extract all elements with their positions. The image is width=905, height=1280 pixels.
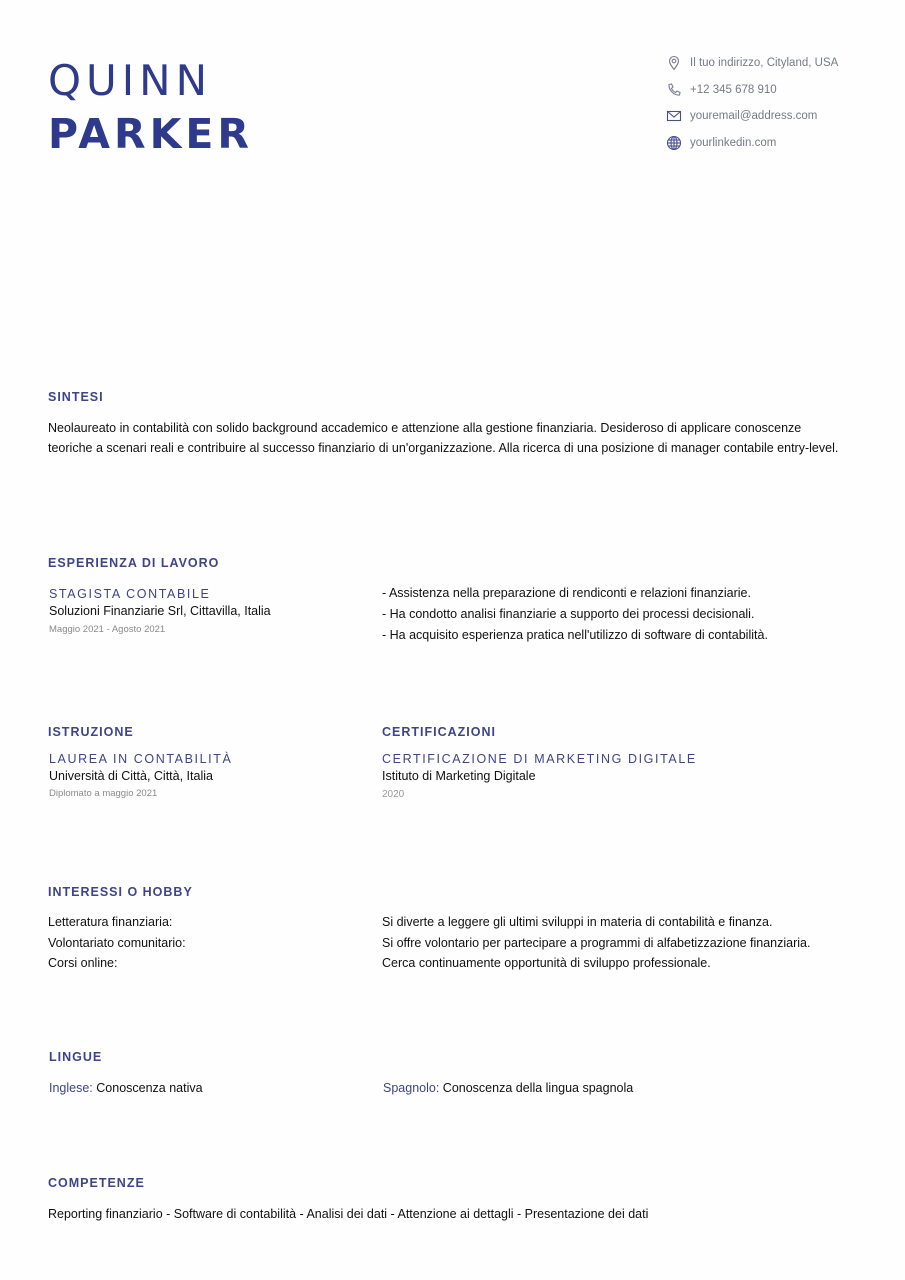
contact-linkedin[interactable]: [666, 130, 838, 157]
contact-address-text: Il tuo indirizzo, Cityland, USA: [690, 57, 839, 70]
globe-icon: [666, 135, 682, 151]
interest-description: Si offre volontario per partecipare a programmi di alfabetizzazione finanziaria.: [382, 935, 811, 950]
contact-list: [666, 50, 838, 156]
language-level: Conoscenza della lingua spagnola: [442, 1081, 634, 1095]
job-entry: [49, 587, 369, 635]
interest-description: Si diverte a leggere gli ultimi sviluppi in materia di contabilità e finanza.: [382, 915, 773, 929]
education-date: Diplomato a maggio 2021: [49, 788, 158, 799]
interest-label: Letteratura finanziaria:: [48, 915, 173, 929]
education-degree: LAUREA IN CONTABILITÀ: [49, 752, 233, 766]
contact-address: [666, 50, 838, 77]
job-bullet: - Ha acquisito esperienza pratica nell'utilizzo di software di contabilità.: [382, 628, 768, 642]
job-bullet: - Assistenza nella preparazione di rendiconti e relazioni finanziarie.: [382, 586, 751, 600]
contact-phone-text: +12 345 678 910: [690, 83, 777, 96]
last-name: PARKER: [48, 110, 253, 158]
summary-heading: SINTESI: [48, 390, 104, 404]
summary-text: Neolaureato in contabilità con solido background accademico e attenzione alla gestione finanziaria. Desideroso di applicare conoscenze teoriche a scenari reali e contribuire al successo finanziario di un'organizzazione. Alla ricerca di una posizione di manager contabile entry-level.: [48, 421, 839, 455]
certification-issuer: Istituto di Marketing Digitale: [382, 769, 536, 783]
first-name: QUINN: [48, 56, 213, 105]
contact-email-text[interactable]: youremail@address.com: [690, 110, 818, 123]
interest-label: Corsi online:: [48, 956, 118, 970]
interests-heading: INTERESSI O HOBBY: [48, 885, 193, 899]
experience-heading: ESPERIENZA DI LAVORO: [48, 556, 220, 570]
language-item: [49, 1078, 203, 1099]
interest-description: Cerca continuamente opportunità di sviluppo professionale.: [382, 956, 711, 970]
contact-linkedin-text[interactable]: yourlinkedin.com: [690, 136, 777, 149]
certifications-heading: CERTIFICAZIONI: [382, 725, 496, 739]
language-item: [383, 1078, 633, 1099]
job-bullets: [382, 583, 882, 646]
job-dates: Maggio 2021 - Agosto 2021: [49, 624, 166, 635]
job-company: Soluzioni Finanziarie Srl, Cittavilla, Italia: [49, 604, 271, 618]
contact-phone: [666, 77, 838, 104]
certification-name: CERTIFICAZIONE DI MARKETING DIGITALE: [382, 752, 697, 766]
job-bullet: - Ha condotto analisi finanziarie a supporto dei processi decisionali.: [382, 607, 755, 621]
location-pin-icon: [666, 55, 682, 71]
language-label: Inglese:: [49, 1081, 93, 1095]
interest-label: Volontariato comunitario:: [48, 935, 186, 950]
education-school: Università di Città, Città, Italia: [49, 769, 213, 783]
education-heading: ISTRUZIONE: [48, 725, 134, 739]
skills-list: Reporting finanziario - Software di contabilità - Analisi dei dati - Attenzione ai dettagli - Presentazione dei dati: [48, 1207, 649, 1221]
phone-icon: [666, 82, 682, 98]
job-role: STAGISTA CONTABILE: [49, 587, 211, 601]
education-entry: [49, 752, 369, 799]
envelope-icon: [666, 108, 682, 124]
contact-email[interactable]: [666, 103, 838, 130]
interests-descriptions: [382, 912, 882, 974]
certification-entry: [382, 752, 862, 800]
certification-year: 2020: [382, 789, 405, 800]
language-label: Spagnolo:: [383, 1081, 440, 1095]
language-level: Conoscenza nativa: [96, 1081, 203, 1095]
skills-heading: COMPETENZE: [48, 1176, 145, 1190]
interests-labels: [48, 912, 368, 974]
languages-heading: LINGUE: [49, 1050, 103, 1064]
